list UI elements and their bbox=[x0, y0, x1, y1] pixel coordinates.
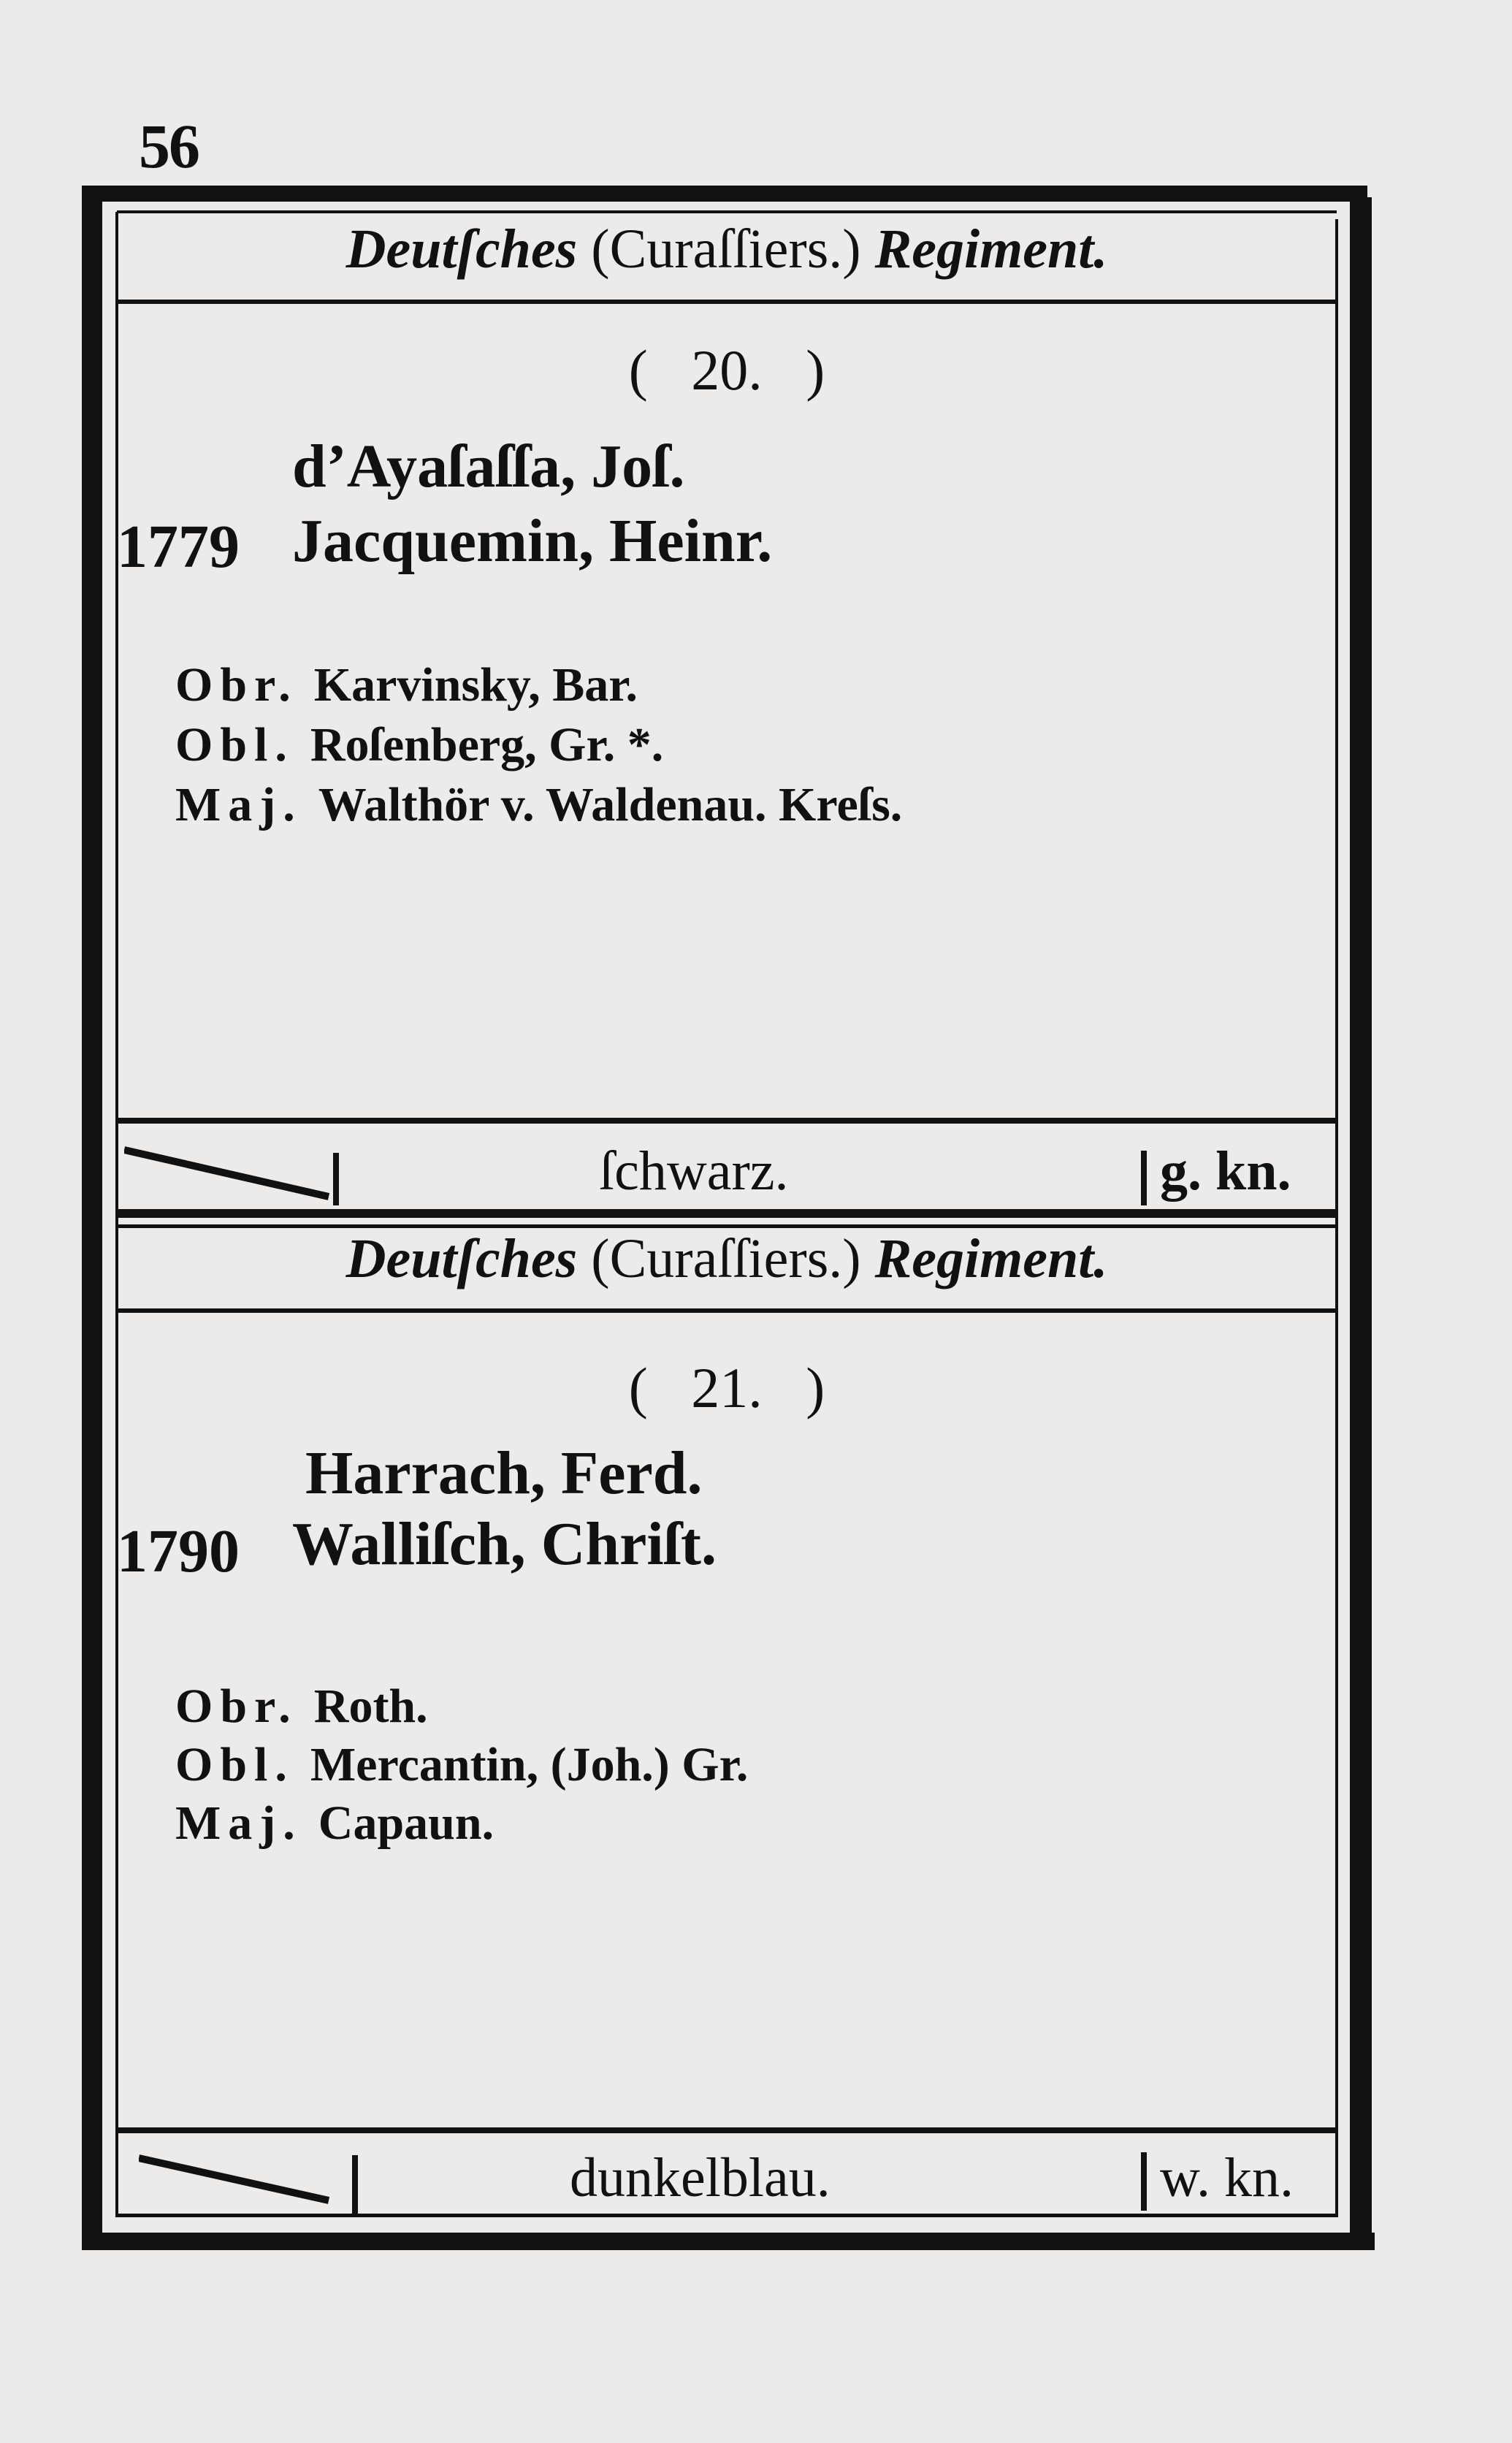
frame-right-border bbox=[1350, 197, 1372, 2250]
officer-name: Karvinsky, Bar. bbox=[313, 658, 638, 712]
footer-pipe-right bbox=[1141, 2152, 1147, 2211]
uniform-color: ſchwarz. bbox=[599, 1140, 789, 1202]
owner-year: 1790 bbox=[117, 1517, 240, 1585]
officer-line bbox=[175, 1796, 494, 1851]
header-curassiers: (Curaſſiers.) bbox=[591, 1228, 861, 1289]
header-curassiers: (Curaſſiers.) bbox=[591, 218, 861, 280]
header-deutsches: Deutſches bbox=[345, 218, 578, 280]
owner-name: Jacquemin, Heinr. bbox=[292, 507, 773, 575]
owner-name: Harrach, Ferd. bbox=[305, 1439, 703, 1507]
officer-rank: Obr. bbox=[175, 1680, 298, 1733]
officer-name: Roth. bbox=[313, 1680, 428, 1733]
officer-rank: Obl. bbox=[175, 1738, 294, 1791]
regiment-number: ( 21. ) bbox=[628, 1356, 825, 1419]
officer-name: Walthör v. Waldenau. Kreſs. bbox=[318, 778, 903, 831]
officer-line bbox=[175, 1737, 748, 1793]
button-code: g. kn. bbox=[1160, 1140, 1291, 1202]
regiment-header bbox=[117, 1227, 1337, 1291]
footer-pipe-left bbox=[352, 2155, 358, 2214]
header-regiment: Regiment. bbox=[874, 1228, 1108, 1289]
owner-name: Walliſch, Chriſt. bbox=[292, 1510, 717, 1578]
regiment-section-21 bbox=[117, 0, 1337, 2221]
officer-rank: Maj. bbox=[175, 778, 302, 831]
officer-name: Capaun. bbox=[318, 1796, 495, 1850]
regiment-number: ( 20. ) bbox=[628, 338, 825, 402]
frame-bottom-border bbox=[82, 2233, 1375, 2250]
officer-name: Roſenberg, Gr. *. bbox=[310, 718, 664, 771]
officer-rank: Obr. bbox=[175, 658, 298, 712]
officer-rank: Maj. bbox=[175, 1796, 302, 1850]
officer-rank: Obl. bbox=[175, 718, 294, 771]
owner-name: d’Ayaſaſſa, Joſ. bbox=[292, 432, 685, 500]
page-number: 56 bbox=[139, 111, 199, 181]
frame-left-border bbox=[82, 186, 102, 2250]
officer-line bbox=[175, 1679, 428, 1734]
header-deutsches: Deutſches bbox=[345, 1228, 578, 1289]
slash-icon bbox=[139, 2148, 358, 2214]
header-regiment: Regiment. bbox=[874, 218, 1108, 280]
button-code: w. kn. bbox=[1160, 2147, 1294, 2208]
officer-name: Mercantin, (Joh.) Gr. bbox=[310, 1738, 749, 1791]
owner-year: 1779 bbox=[117, 513, 240, 581]
uniform-color: dunkelblau. bbox=[570, 2147, 831, 2208]
